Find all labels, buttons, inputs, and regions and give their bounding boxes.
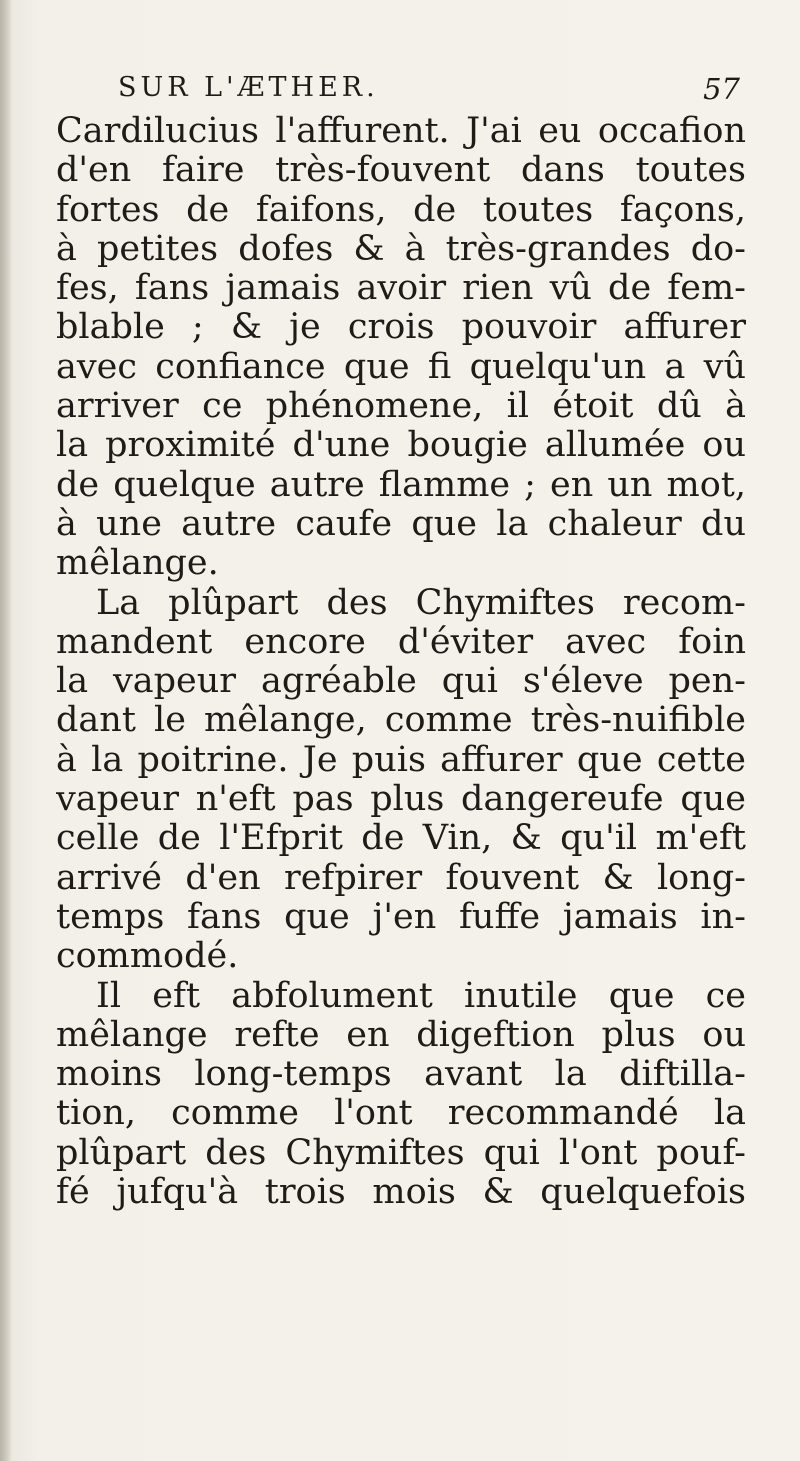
text-line: à petites dofes & à très-grandes do-	[56, 229, 746, 269]
running-title: SUR L'ÆTHER.	[118, 72, 379, 103]
text-line: à la poitrine. Je puis affurer que cette	[56, 740, 746, 780]
text-line: temps fans que j'en fuffe jamais in-	[56, 897, 746, 937]
text-line: plûpart des Chymiftes qui l'ont pouf-	[56, 1133, 746, 1173]
text-line: dant le mêlange, comme très-nuifible	[56, 701, 746, 741]
text-line: mêlange refte en digeftion plus ou	[56, 1015, 746, 1055]
text-line: fortes de faifons, de toutes façons,	[56, 190, 746, 230]
text-line: la proximité d'une bougie allumée ou	[56, 426, 746, 466]
text-line: moins long-temps avant la diftilla-	[56, 1055, 746, 1095]
text-line: de quelque autre flamme ; en un mot,	[56, 465, 746, 505]
body-text	[56, 112, 746, 1212]
text-line: arrivé d'en refpirer fouvent & long-	[56, 858, 746, 898]
text-line: vapeur n'eft pas plus dangereufe que	[56, 780, 746, 820]
text-line: La plûpart des Chymiftes recom-	[96, 583, 746, 623]
text-line: Cardilucius l'affurent. J'ai eu occafion	[56, 112, 746, 151]
text-line: celle de l'Efprit de Vin, & qu'il m'eft	[56, 819, 746, 859]
text-line: la vapeur agréable qui s'éleve pen-	[56, 662, 746, 702]
text-line: fé jufqu'à trois mois & quelquefois	[56, 1173, 746, 1213]
text-line: mandent encore d'éviter avec foin	[56, 622, 746, 662]
text-line: commodé.	[56, 937, 239, 977]
text-line: blable ; & je crois pouvoir affurer	[56, 308, 746, 348]
text-line: d'en faire très-fouvent dans toutes	[56, 151, 746, 191]
page-gutter-shadow	[0, 0, 12, 1461]
page-number: 57	[703, 72, 740, 106]
page-header	[118, 72, 740, 112]
text-line: arriver ce phénomene, il étoit dû à	[56, 387, 746, 427]
text-line: tion, comme l'ont recommandé la	[56, 1094, 746, 1134]
text-line: fes, fans jamais avoir rien vû de fem-	[56, 269, 746, 309]
text-line: Il eft abfolument inutile que ce	[96, 976, 746, 1016]
text-line: mêlange.	[56, 544, 219, 584]
text-line: à une autre caufe que la chaleur du	[56, 504, 746, 544]
text-line: avec confiance que fi quelqu'un a vû	[56, 347, 746, 387]
